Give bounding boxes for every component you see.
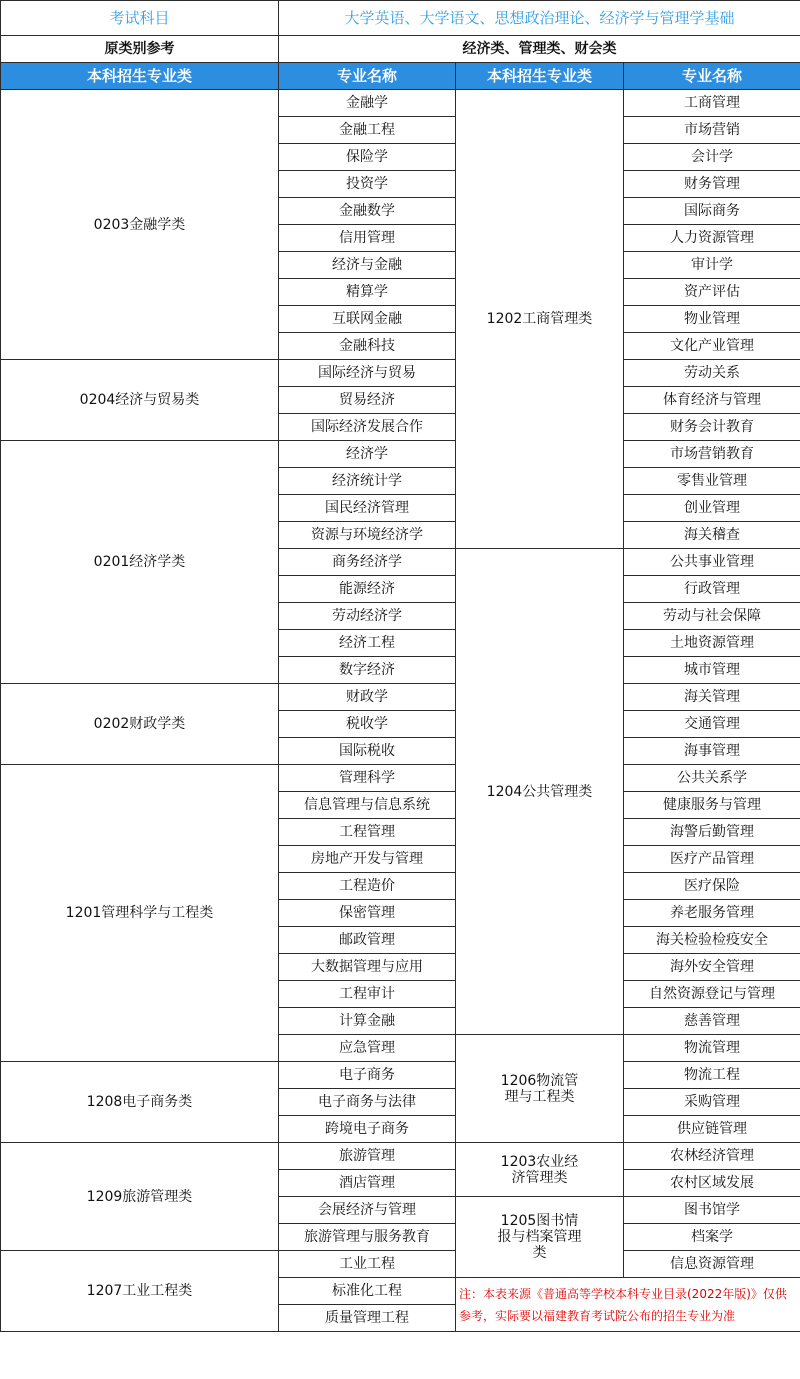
category-cell: 0201经济学类	[1, 441, 279, 684]
exam-subject-value: 大学英语、大学语文、思想政治理论、经济学与管理学基础	[279, 1, 800, 36]
major-cell: 交通管理	[624, 711, 800, 738]
table-row	[1, 441, 800, 468]
major-cell: 劳动关系	[624, 360, 800, 387]
major-cell: 海警后勤管理	[624, 819, 800, 846]
major-cell: 大数据管理与应用	[279, 954, 456, 981]
major-cell: 国际税收	[279, 738, 456, 765]
major-cell: 电子商务与法律	[279, 1089, 456, 1116]
table-row	[1, 1143, 800, 1170]
major-cell: 商务经济学	[279, 549, 456, 576]
category-cell: 1203农业经济管理类	[456, 1143, 624, 1197]
major-cell: 跨境电子商务	[279, 1116, 456, 1143]
major-cell: 医疗保险	[624, 873, 800, 900]
major-cell: 土地资源管理	[624, 630, 800, 657]
category-cell: 0204经济与贸易类	[1, 360, 279, 441]
category-cell: 1204公共管理类	[456, 549, 624, 1035]
major-cell: 信息资源管理	[624, 1251, 800, 1278]
major-cell: 金融学	[279, 90, 456, 117]
major-cell: 医疗产品管理	[624, 846, 800, 873]
header-category-left: 本科招生专业类	[1, 63, 279, 90]
major-cell: 电子商务	[279, 1062, 456, 1089]
major-cell: 国际商务	[624, 198, 800, 225]
header-category-right: 本科招生专业类	[456, 63, 624, 90]
major-cell: 经济统计学	[279, 468, 456, 495]
major-cell: 金融工程	[279, 117, 456, 144]
major-cell: 零售业管理	[624, 468, 800, 495]
major-cell: 旅游管理	[279, 1143, 456, 1170]
category-reference-value: 经济类、管理类、财会类	[279, 36, 800, 63]
major-cell: 经济学	[279, 441, 456, 468]
major-cell: 审计学	[624, 252, 800, 279]
major-cell: 工程审计	[279, 981, 456, 1008]
major-cell: 体育经济与管理	[624, 387, 800, 414]
exam-subject-row	[1, 1, 800, 36]
major-cell: 信用管理	[279, 225, 456, 252]
major-cell: 会计学	[624, 144, 800, 171]
major-cell: 财务管理	[624, 171, 800, 198]
major-cell: 劳动经济学	[279, 603, 456, 630]
major-cell: 图书馆学	[624, 1197, 800, 1224]
major-cell: 信息管理与信息系统	[279, 792, 456, 819]
category-reference-row	[1, 36, 800, 63]
major-cell: 公共事业管理	[624, 549, 800, 576]
header-row	[1, 63, 800, 90]
major-cell: 行政管理	[624, 576, 800, 603]
table-row	[1, 765, 800, 792]
major-cell: 供应链管理	[624, 1116, 800, 1143]
category-cell: 1207工业工程类	[1, 1251, 279, 1332]
major-cell: 创业管理	[624, 495, 800, 522]
major-cell: 海关管理	[624, 684, 800, 711]
major-cell: 精算学	[279, 279, 456, 306]
major-cell: 财务会计教育	[624, 414, 800, 441]
major-cell: 经济与金融	[279, 252, 456, 279]
header-major-left: 专业名称	[279, 63, 456, 90]
major-cell: 农林经济管理	[624, 1143, 800, 1170]
major-cell: 自然资源登记与管理	[624, 981, 800, 1008]
major-cell: 人力资源管理	[624, 225, 800, 252]
major-cell: 公共关系学	[624, 765, 800, 792]
major-cell: 物流工程	[624, 1062, 800, 1089]
table-row	[1, 1062, 800, 1089]
major-cell: 采购管理	[624, 1089, 800, 1116]
major-cell: 数字经济	[279, 657, 456, 684]
major-cell: 慈善管理	[624, 1008, 800, 1035]
header-major-right: 专业名称	[624, 63, 800, 90]
major-cell: 经济工程	[279, 630, 456, 657]
major-cell: 金融数学	[279, 198, 456, 225]
major-cell: 国民经济管理	[279, 495, 456, 522]
major-cell: 应急管理	[279, 1035, 456, 1062]
exam-subject-label: 考试科目	[1, 1, 279, 36]
major-cell: 工程管理	[279, 819, 456, 846]
category-cell: 1208电子商务类	[1, 1062, 279, 1143]
category-cell: 1206物流管理与工程类	[456, 1035, 624, 1143]
major-cell: 邮政管理	[279, 927, 456, 954]
major-cell: 贸易经济	[279, 387, 456, 414]
table-row	[1, 684, 800, 711]
source-note: 注：本表来源《普通高等学校本科专业目录(2022年版)》仅供参考，实际要以福建教育考试院公布的招生专业为准	[456, 1278, 800, 1332]
category-cell: 1201管理科学与工程类	[1, 765, 279, 1062]
table-row	[1, 1251, 800, 1278]
table-row	[1, 360, 800, 387]
major-cell: 海关检验检疫安全	[624, 927, 800, 954]
major-cell: 会展经济与管理	[279, 1197, 456, 1224]
major-cell: 工业工程	[279, 1251, 456, 1278]
major-cell: 海关稽查	[624, 522, 800, 549]
major-cell: 劳动与社会保障	[624, 603, 800, 630]
major-cell: 保密管理	[279, 900, 456, 927]
major-cell: 档案学	[624, 1224, 800, 1251]
major-cell: 养老服务管理	[624, 900, 800, 927]
major-cell: 市场营销教育	[624, 441, 800, 468]
major-cell: 工程造价	[279, 873, 456, 900]
category-reference-label: 原类别参考	[1, 36, 279, 63]
category-cell: 0203金融学类	[1, 90, 279, 360]
major-cell: 物业管理	[624, 306, 800, 333]
major-cell: 农村区域发展	[624, 1170, 800, 1197]
major-cell: 海事管理	[624, 738, 800, 765]
table-row	[1, 90, 800, 117]
major-cell: 工商管理	[624, 90, 800, 117]
major-cell: 国际经济发展合作	[279, 414, 456, 441]
category-cell: 1205图书情报与档案管理类	[456, 1197, 624, 1278]
major-cell: 物流管理	[624, 1035, 800, 1062]
major-cell: 资产评估	[624, 279, 800, 306]
major-cell: 海外安全管理	[624, 954, 800, 981]
major-cell: 质量管理工程	[279, 1305, 456, 1332]
major-cell: 文化产业管理	[624, 333, 800, 360]
major-cell: 健康服务与管理	[624, 792, 800, 819]
major-cell: 财政学	[279, 684, 456, 711]
major-cell: 城市管理	[624, 657, 800, 684]
major-cell: 国际经济与贸易	[279, 360, 456, 387]
major-cell: 酒店管理	[279, 1170, 456, 1197]
major-cell: 税收学	[279, 711, 456, 738]
major-cell: 房地产开发与管理	[279, 846, 456, 873]
major-cell: 保险学	[279, 144, 456, 171]
major-cell: 金融科技	[279, 333, 456, 360]
major-cell: 互联网金融	[279, 306, 456, 333]
major-cell: 计算金融	[279, 1008, 456, 1035]
major-cell: 市场营销	[624, 117, 800, 144]
category-cell: 1209旅游管理类	[1, 1143, 279, 1251]
major-cell: 能源经济	[279, 576, 456, 603]
category-cell: 1202工商管理类	[456, 90, 624, 549]
major-cell: 资源与环境经济学	[279, 522, 456, 549]
category-cell: 0202财政学类	[1, 684, 279, 765]
major-cell: 标准化工程	[279, 1278, 456, 1305]
major-cell: 管理科学	[279, 765, 456, 792]
major-cell: 投资学	[279, 171, 456, 198]
major-cell: 旅游管理与服务教育	[279, 1224, 456, 1251]
